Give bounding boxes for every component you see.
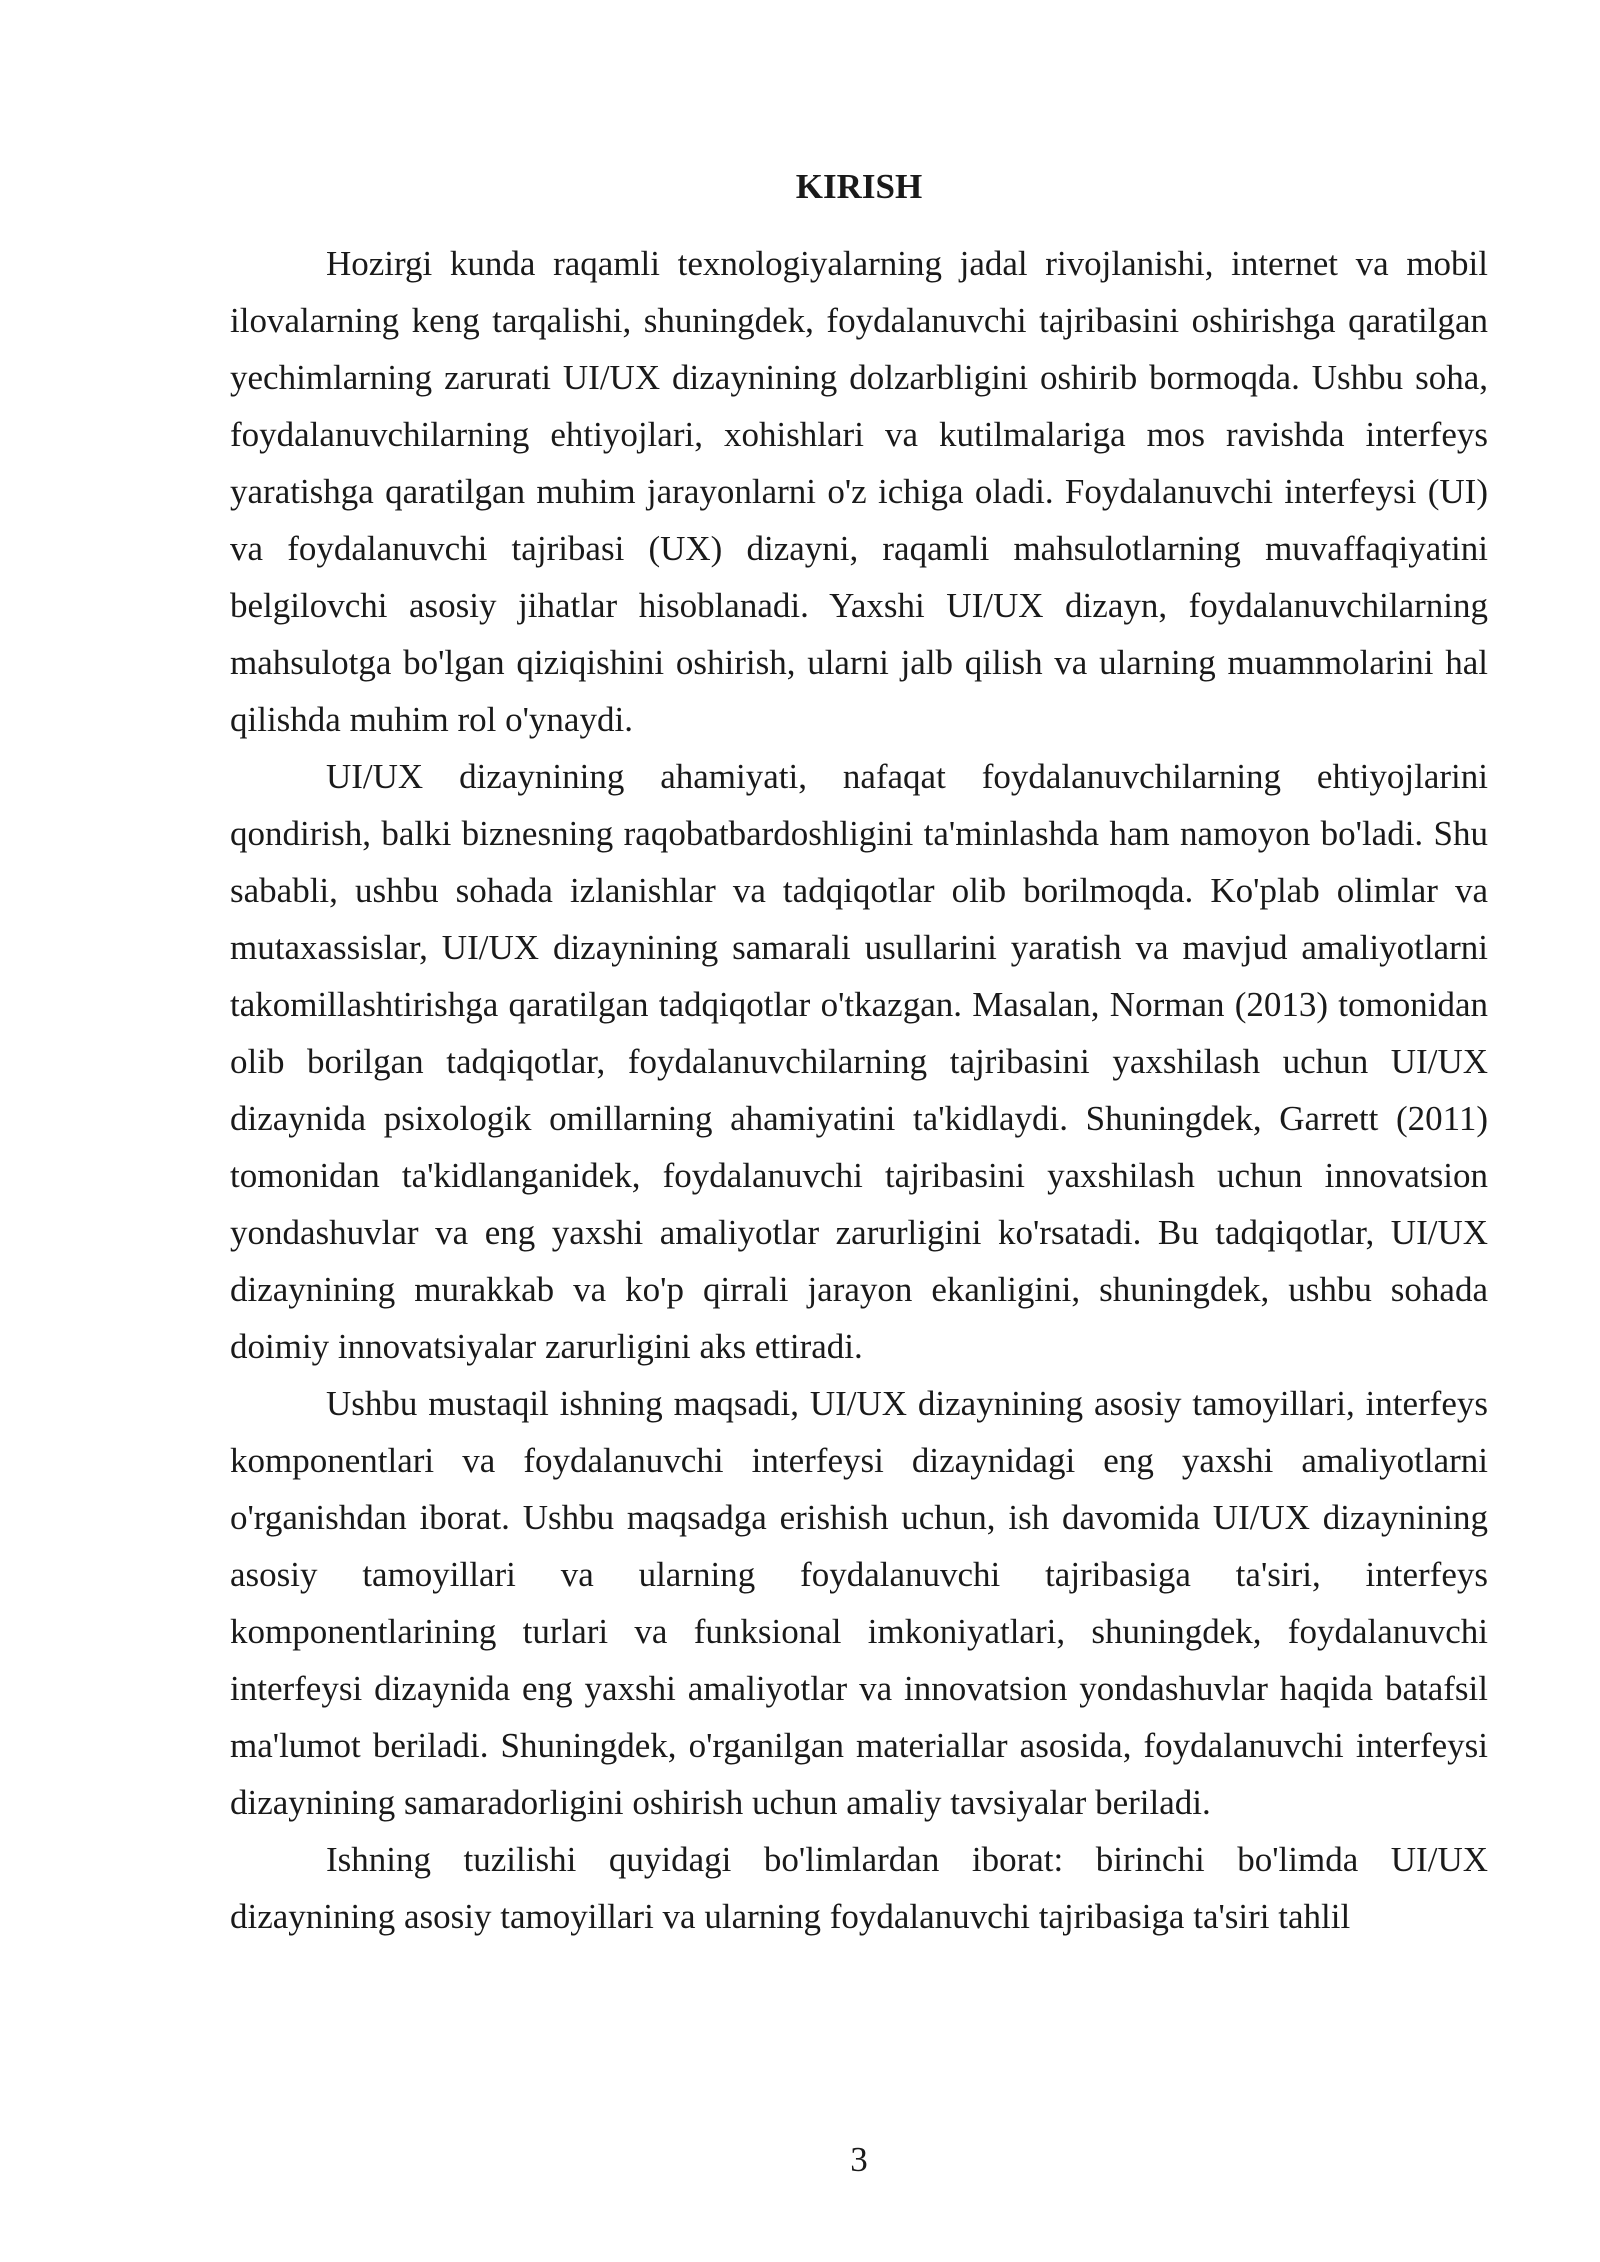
paragraph-1: Hozirgi kunda raqamli texnologiyalarning jadal rivojlanishi, internet va mobil ilovalarning keng tarqalishi, shuningdek, foydalanuvchi tajribasini oshirishga qaratilgan yechimlarning zarurati UI/UX dizaynining dolzarbligini oshirib bormoqda. Ushbu soha, foydalanuvchilarning ehtiyojlari, xohishlari va kutilmalariga mos ravishda interfeys yaratishga qaratilgan muhim jarayonlarni o'z ichiga oladi. Foydalanuvchi interfeysi (UI) va foydalanuvchi tajribasi (UX) dizayni, raqamli mahsulotlarning muvaffaqiyatini belgilovchi asosiy jihatlar hisoblanadi. Yaxshi UI/UX dizayn, foydalanuvchilarning mahsulotga bo'lgan qiziqishini oshirish, ularni jalb qilish va ularning muammolarini hal qilishda muhim rol o'ynaydi. — [230, 244, 1488, 739]
paragraph-3: Ushbu mustaqil ishning maqsadi, UI/UX dizaynining asosiy tamoyillari, interfeys komponentlari va foydalanuvchi interfeysi dizaynidagi eng yaxshi amaliyotlarni o'rganishdan iborat. Ushbu maqsadga erishish uchun, ish davomida UI/UX dizaynining asosiy tamoyillari va ularning foydalanuvchi tajribasiga ta'siri, interfeys komponentlarining turlari va funksional imkoniyatlari, shuningdek, foydalanuvchi interfeysi dizaynida eng yaxshi amaliyotlar va innovatsion yondashuvlar haqida batafsil ma'lumot beriladi. Shuningdek, o'rganilgan materiallar asosida, foydalanuvchi interfeysi dizaynining samaradorligini oshirish uchun amaliy tavsiyalar beriladi. — [230, 1384, 1488, 1822]
paragraph-4: Ishning tuzilishi quyidagi bo'limlardan iborat: birinchi bo'limda UI/UX dizaynining asosiy tamoyillari va ularning foydalanuvchi tajribasiga ta'siri tahlil — [230, 1840, 1488, 1936]
page-content — [230, 162, 1488, 1945]
page-title: KIRISH — [795, 167, 923, 206]
paragraph-2: UI/UX dizaynining ahamiyati, nafaqat foydalanuvchilarning ehtiyojlarini qondirish, balki biznesning raqobatbardoshligini ta'minlashda ham namoyon bo'ladi. Shu sababli, ushbu sohada izlanishlar va tadqiqotlar olib borilmoqda. Ko'plab olimlar va mutaxassislar, UI/UX dizaynining samarali usullarini yaratish va mavjud amaliyotlarni takomillashtirishga qaratilgan tadqiqotlar o'tkazgan. Masalan, Norman (2013) tomonidan olib borilgan tadqiqotlar, foydalanuvchilarning tajribasini yaxshilash uchun UI/UX dizaynida psixologik omillarning ahamiyatini ta'kidlaydi. Shuningdek, Garrett (2011) tomonidan ta'kidlanganidek, foydalanuvchi tajribasini yaxshilash uchun innovatsion yondashuvlar va eng yaxshi amaliyotlar zarurligini ko'rsatadi. Bu tadqiqotlar, UI/UX dizaynining murakkab va ko'p qirrali jarayon ekanligini, shuningdek, ushbu sohada doimiy innovatsiyalar zarurligini aks ettiradi. — [230, 757, 1488, 1366]
page-number: 3 — [850, 2140, 868, 2179]
